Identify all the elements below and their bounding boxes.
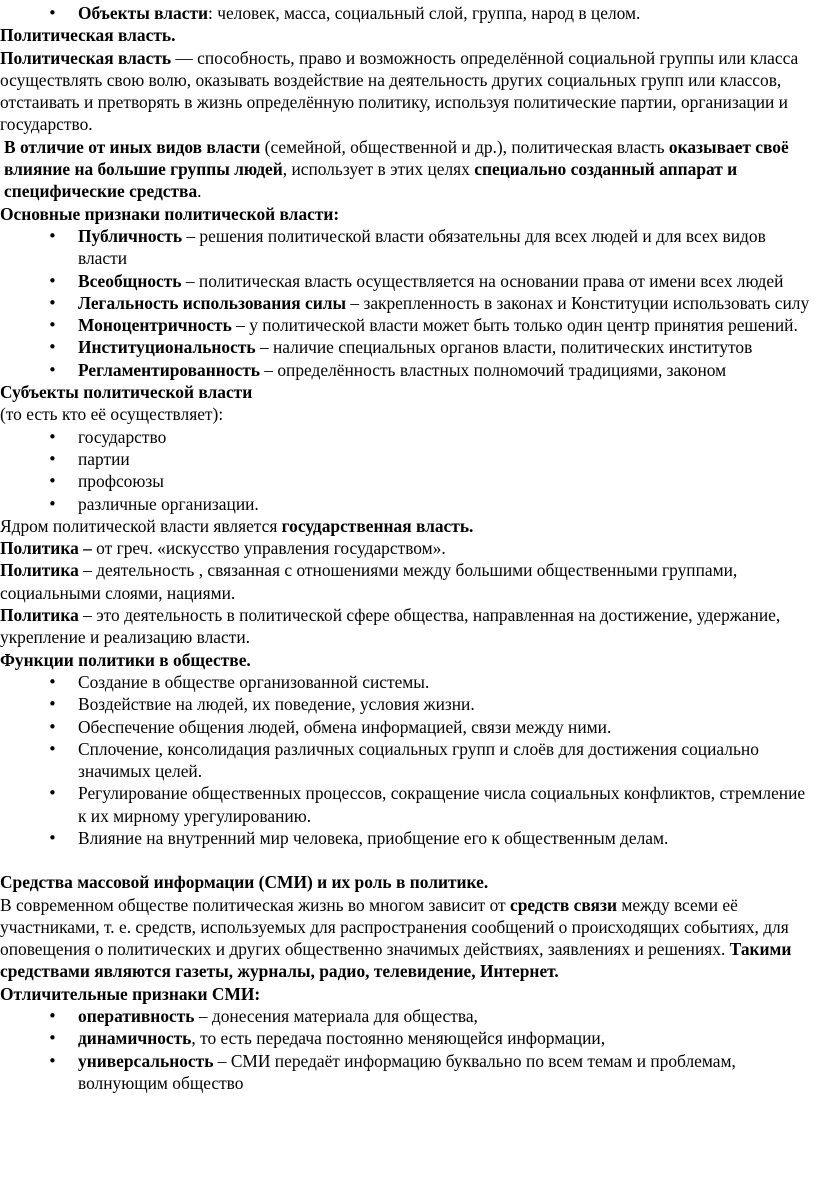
section-heading: Средства массовой информации (СМИ) и их роль в политике. [0, 872, 489, 893]
list-item [78, 1027, 810, 1049]
list-item [78, 314, 810, 336]
text: , использует в этих целях [282, 159, 475, 180]
definition: – деятельность , связанная с отношениями между большими общественными группами, социальными слоями, нациями. [0, 560, 738, 603]
definition: – политическая власть осуществляется на основании права от имени всех людей [181, 270, 784, 291]
term: Регламентированность [78, 359, 260, 380]
list-item: • Воздействие на людей, их поведение, условия жизни. [78, 693, 810, 715]
list-item: • государство [78, 426, 810, 448]
paragraph [0, 47, 810, 136]
term: Объекты власти [78, 3, 209, 23]
list-item [78, 225, 810, 270]
definition: от греч. «искусство управления государством». [91, 538, 446, 559]
term: Политика [0, 560, 79, 581]
paragraph [0, 136, 810, 203]
media-features-list [0, 1005, 810, 1094]
paragraph [0, 894, 810, 983]
term: динамичность [78, 1028, 192, 1049]
definition: – наличие специальных органов власти, политических институтов [255, 337, 753, 358]
subjects-list [0, 426, 810, 515]
term: Политическая власть [0, 47, 172, 68]
section-heading: Субъекты политической власти [0, 382, 253, 403]
text: между всеми её участниками, т. е. средств, используемых для распространения сообщений о происходящих событиях, для оповещения о политических и других общественно значимых действиях, заявлениях и решениях. [0, 894, 789, 960]
section-heading: Политическая власть. [0, 25, 176, 46]
definition: – определённость властных полномочий традициями, законом [259, 359, 727, 380]
term: оперативность [78, 1006, 195, 1027]
definition: – решения политической власти обязательны для всех людей и для всех видов власти [78, 225, 766, 269]
list-item: • Регулирование общественных процессов, сокращение числа социальных конфликтов, стремление к их мирному урегулированию. [78, 782, 810, 827]
term: Политика – [0, 538, 92, 559]
paragraph [0, 515, 810, 537]
emphasis: специально созданный аппарат и специфические средства [4, 159, 738, 202]
list-item [78, 359, 810, 381]
term: Политика [0, 605, 79, 626]
definition: – у политической власти может быть только один центр принятия решений. [231, 315, 798, 336]
list-item [78, 1050, 810, 1095]
section-heading: Функции политики в обществе. [0, 649, 251, 670]
paragraph: (то есть кто её осуществляет): [0, 404, 224, 425]
term: универсальность [78, 1050, 214, 1071]
text: В современном обществе политическая жизнь во многом зависит от [0, 894, 510, 915]
definition: : человек, масса, социальный слой, группа, народ в целом. [208, 3, 641, 23]
list-item: • Обеспечение общения людей, обмена информацией, связи между ними. [78, 716, 810, 738]
list-item: • различные организации. [78, 493, 810, 515]
spacer [0, 849, 810, 871]
term: Всеобщность [78, 270, 182, 291]
paragraph [0, 559, 810, 604]
section-heading: Отличительные признаки СМИ: [0, 983, 261, 1004]
emphasis: государственная власть. [281, 515, 474, 536]
term: Легальность использования силы [78, 292, 347, 313]
list-item [78, 292, 810, 314]
term: Публичность [78, 225, 183, 246]
list-item [78, 336, 810, 358]
emphasis: Такими средствами являются газеты, журналы, радио, телевидение, Интернет. [0, 939, 792, 982]
emphasis: средств связи [509, 894, 617, 915]
term: Моноцентричность [78, 315, 232, 336]
text: Ядром политической власти является [0, 515, 282, 536]
text: (семейной, общественной и др.), политическая власть [260, 136, 669, 157]
definition: — способность, право и возможность определённой социальной группы или класса осуществлять свою волю, оказывать воздействие на деятельность других социальных групп или классов, отстаивать и претворять в жизнь определённую политику, используя политические партии, организации и государство. [0, 47, 799, 135]
definition: – донесения материала для общества, [194, 1006, 478, 1027]
list-item: • партии [78, 448, 810, 470]
list-item [78, 2, 810, 24]
definition: – СМИ передаёт информацию буквально по всем темам и проблемам, волнующим общество [78, 1050, 736, 1093]
term: Институциональность [78, 337, 256, 358]
text: . [197, 181, 202, 202]
emphasis: В отличие от иных видов власти [4, 136, 261, 157]
list-item: • профсоюзы [78, 470, 810, 492]
section-heading: Основные признаки политической власти: [0, 203, 340, 224]
list-item: • Создание в обществе организованной системы. [78, 671, 810, 693]
objects-list [0, 2, 810, 24]
definition: – это деятельность в политической сфере общества, направленная на достижение, удержание, укрепление и реализацию власти. [0, 605, 781, 648]
list-item [78, 270, 810, 292]
paragraph [0, 537, 810, 559]
definition: – закрепленность в законах и Конституции использовать силу [346, 292, 810, 313]
paragraph [0, 604, 810, 649]
definition: , то есть передача постоянно меняющейся информации, [191, 1028, 606, 1049]
list-item: • Сплочение, консолидация различных социальных групп и слоёв для достижения социально значимых целей. [78, 738, 810, 783]
features-list [0, 225, 810, 381]
functions-list [0, 671, 810, 849]
list-item [78, 1005, 810, 1027]
emphasis: оказывает своё влияние на большие группы людей [4, 136, 789, 180]
list-item: • Влияние на внутренний мир человека, приобщение его к общественным делам. [78, 827, 810, 849]
